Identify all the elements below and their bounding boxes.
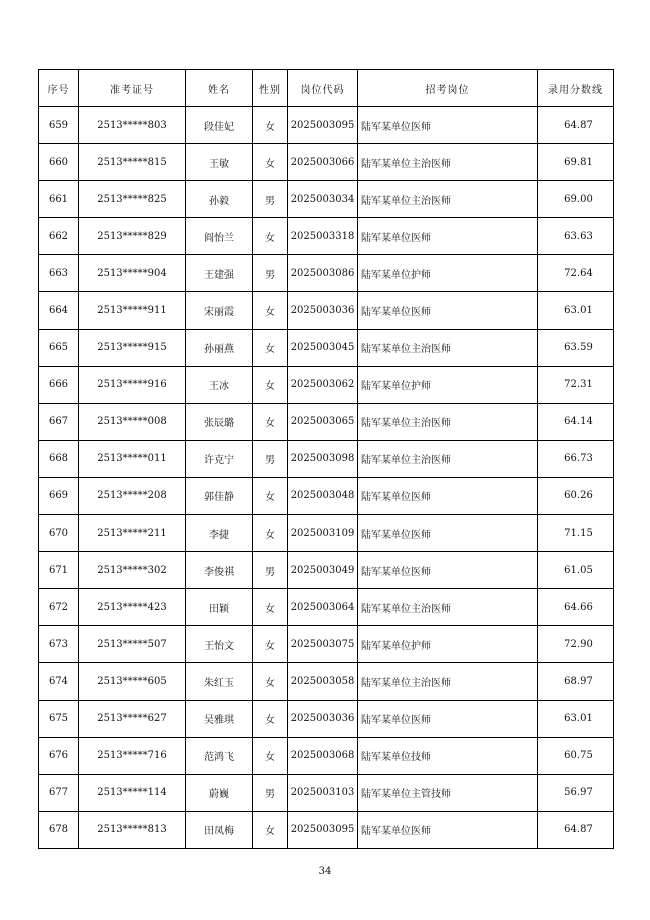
cell-name: 王建强 — [186, 255, 253, 292]
cell-exam-id: 2513*****011 — [79, 440, 186, 477]
cell-score: 63.63 — [538, 218, 614, 255]
cell-position-code: 2025003103 — [288, 774, 358, 811]
cell-position-code: 2025003036 — [288, 292, 358, 329]
cell-score: 63.01 — [538, 700, 614, 737]
cell-serial: 669 — [39, 477, 79, 514]
cell-exam-id: 2513*****627 — [79, 700, 186, 737]
cell-exam-id: 2513*****716 — [79, 737, 186, 774]
cell-gender: 男 — [253, 255, 288, 292]
cell-score: 63.59 — [538, 329, 614, 366]
header-exam-id: 准考证号 — [79, 70, 186, 107]
cell-serial: 664 — [39, 292, 79, 329]
cell-exam-id: 2513*****916 — [79, 366, 186, 403]
table-row — [39, 700, 614, 737]
table-row — [39, 181, 614, 218]
cell-serial: 676 — [39, 737, 79, 774]
cell-position-code: 2025003036 — [288, 700, 358, 737]
cell-serial: 671 — [39, 552, 79, 589]
cell-name: 阎怡兰 — [186, 218, 253, 255]
table-row — [39, 107, 614, 144]
cell-position: 陆军某单位医师 — [358, 515, 538, 552]
cell-score: 72.31 — [538, 366, 614, 403]
cell-gender: 女 — [253, 477, 288, 514]
table-row — [39, 737, 614, 774]
cell-name: 王怡文 — [186, 626, 253, 663]
cell-score: 64.66 — [538, 589, 614, 626]
table-row — [39, 589, 614, 626]
cell-gender: 女 — [253, 700, 288, 737]
cell-gender: 女 — [253, 366, 288, 403]
header-serial: 序号 — [39, 70, 79, 107]
cell-position-code: 2025003318 — [288, 218, 358, 255]
cell-position-code: 2025003068 — [288, 737, 358, 774]
cell-serial: 668 — [39, 440, 79, 477]
cell-score: 63.01 — [538, 292, 614, 329]
cell-position: 陆军某单位主治医师 — [358, 403, 538, 440]
cell-position: 陆军某单位技师 — [358, 737, 538, 774]
cell-exam-id: 2513*****302 — [79, 552, 186, 589]
table-row — [39, 477, 614, 514]
table-row — [39, 255, 614, 292]
table-row — [39, 515, 614, 552]
table-row — [39, 440, 614, 477]
cell-serial: 674 — [39, 663, 79, 700]
cell-name: 蔚巍 — [186, 774, 253, 811]
cell-name: 张辰璐 — [186, 403, 253, 440]
cell-serial: 665 — [39, 329, 79, 366]
cell-score: 66.73 — [538, 440, 614, 477]
cell-name: 吴雅琪 — [186, 700, 253, 737]
cell-serial: 678 — [39, 811, 79, 848]
cell-position-code: 2025003095 — [288, 107, 358, 144]
cell-score: 72.64 — [538, 255, 614, 292]
cell-exam-id: 2513*****904 — [79, 255, 186, 292]
cell-gender: 男 — [253, 181, 288, 218]
page-number: 34 — [318, 866, 332, 877]
cell-score: 64.87 — [538, 107, 614, 144]
cell-position: 陆军某单位医师 — [358, 700, 538, 737]
cell-gender: 女 — [253, 218, 288, 255]
cell-gender: 女 — [253, 329, 288, 366]
cell-serial: 663 — [39, 255, 79, 292]
cell-name: 范鸿飞 — [186, 737, 253, 774]
cell-position: 陆军某单位主管技师 — [358, 774, 538, 811]
table-row — [39, 218, 614, 255]
cell-score: 72.90 — [538, 626, 614, 663]
cell-gender: 女 — [253, 403, 288, 440]
table-row — [39, 552, 614, 589]
cell-position-code: 2025003065 — [288, 403, 358, 440]
cell-exam-id: 2513*****211 — [79, 515, 186, 552]
cell-position: 陆军某单位医师 — [358, 107, 538, 144]
cell-score: 60.75 — [538, 737, 614, 774]
cell-score: 61.05 — [538, 552, 614, 589]
cell-score: 71.15 — [538, 515, 614, 552]
cell-exam-id: 2513*****815 — [79, 144, 186, 181]
cell-position: 陆军某单位主治医师 — [358, 181, 538, 218]
cell-position: 陆军某单位医师 — [358, 292, 538, 329]
cell-position-code: 2025003064 — [288, 589, 358, 626]
cell-position-code: 2025003095 — [288, 811, 358, 848]
cell-name: 王敏 — [186, 144, 253, 181]
cell-exam-id: 2513*****911 — [79, 292, 186, 329]
table-body — [39, 107, 614, 849]
table-row — [39, 144, 614, 181]
cell-gender: 女 — [253, 515, 288, 552]
cell-position-code: 2025003045 — [288, 329, 358, 366]
cell-position-code: 2025003066 — [288, 144, 358, 181]
cell-gender: 女 — [253, 589, 288, 626]
cell-name: 李捷 — [186, 515, 253, 552]
cell-position: 陆军某单位主治医师 — [358, 589, 538, 626]
cell-position-code: 2025003109 — [288, 515, 358, 552]
cell-position-code: 2025003048 — [288, 477, 358, 514]
cell-name: 田凤梅 — [186, 811, 253, 848]
cell-serial: 659 — [39, 107, 79, 144]
cell-position: 陆军某单位主治医师 — [358, 440, 538, 477]
cell-name: 许克宁 — [186, 440, 253, 477]
table-header-row — [39, 70, 614, 107]
cell-exam-id: 2513*****605 — [79, 663, 186, 700]
table-row — [39, 663, 614, 700]
cell-position-code: 2025003098 — [288, 440, 358, 477]
table-row — [39, 626, 614, 663]
cell-gender: 男 — [253, 552, 288, 589]
cell-serial: 673 — [39, 626, 79, 663]
header-score: 录用分数线 — [538, 70, 614, 107]
cell-name: 孙丽燕 — [186, 329, 253, 366]
cell-position: 陆军某单位护师 — [358, 626, 538, 663]
header-gender: 性别 — [253, 70, 288, 107]
cell-score: 64.14 — [538, 403, 614, 440]
cell-name: 孙毅 — [186, 181, 253, 218]
table-row — [39, 366, 614, 403]
cell-name: 李俊祺 — [186, 552, 253, 589]
cell-position-code: 2025003049 — [288, 552, 358, 589]
cell-exam-id: 2513*****208 — [79, 477, 186, 514]
cell-position: 陆军某单位主治医师 — [358, 144, 538, 181]
cell-serial: 667 — [39, 403, 79, 440]
cell-exam-id: 2513*****507 — [79, 626, 186, 663]
cell-score: 64.87 — [538, 811, 614, 848]
cell-gender: 女 — [253, 626, 288, 663]
cell-serial: 675 — [39, 700, 79, 737]
cell-gender: 女 — [253, 292, 288, 329]
cell-serial: 661 — [39, 181, 79, 218]
cell-exam-id: 2513*****423 — [79, 589, 186, 626]
cell-gender: 女 — [253, 811, 288, 848]
cell-position: 陆军某单位护师 — [358, 366, 538, 403]
cell-position: 陆军某单位护师 — [358, 255, 538, 292]
cell-position: 陆军某单位主治医师 — [358, 663, 538, 700]
cell-serial: 670 — [39, 515, 79, 552]
header-position: 招考岗位 — [358, 70, 538, 107]
cell-gender: 女 — [253, 107, 288, 144]
cell-position-code: 2025003058 — [288, 663, 358, 700]
cell-gender: 女 — [253, 144, 288, 181]
cell-score: 69.00 — [538, 181, 614, 218]
cell-score: 68.97 — [538, 663, 614, 700]
table-row — [39, 292, 614, 329]
results-table — [38, 69, 614, 849]
cell-exam-id: 2513*****915 — [79, 329, 186, 366]
cell-position: 陆军某单位医师 — [358, 552, 538, 589]
table-row — [39, 403, 614, 440]
cell-gender: 女 — [253, 737, 288, 774]
cell-position: 陆军某单位医师 — [358, 218, 538, 255]
cell-position: 陆军某单位医师 — [358, 477, 538, 514]
cell-score: 56.97 — [538, 774, 614, 811]
cell-score: 69.81 — [538, 144, 614, 181]
cell-exam-id: 2513*****825 — [79, 181, 186, 218]
cell-position-code: 2025003062 — [288, 366, 358, 403]
header-position-code: 岗位代码 — [288, 70, 358, 107]
table-row — [39, 774, 614, 811]
cell-name: 宋丽霞 — [186, 292, 253, 329]
cell-name: 田颖 — [186, 589, 253, 626]
cell-exam-id: 2513*****008 — [79, 403, 186, 440]
cell-serial: 660 — [39, 144, 79, 181]
cell-position-code: 2025003086 — [288, 255, 358, 292]
cell-score: 60.26 — [538, 477, 614, 514]
cell-exam-id: 2513*****114 — [79, 774, 186, 811]
cell-name: 王冰 — [186, 366, 253, 403]
cell-exam-id: 2513*****813 — [79, 811, 186, 848]
cell-gender: 男 — [253, 774, 288, 811]
cell-name: 郭佳静 — [186, 477, 253, 514]
cell-serial: 672 — [39, 589, 79, 626]
cell-name: 段佳妃 — [186, 107, 253, 144]
cell-position: 陆军某单位主治医师 — [358, 329, 538, 366]
cell-position-code: 2025003075 — [288, 626, 358, 663]
cell-position: 陆军某单位医师 — [358, 811, 538, 848]
cell-exam-id: 2513*****829 — [79, 218, 186, 255]
table-row — [39, 329, 614, 366]
cell-gender: 男 — [253, 440, 288, 477]
cell-exam-id: 2513*****803 — [79, 107, 186, 144]
cell-gender: 女 — [253, 663, 288, 700]
cell-position-code: 2025003034 — [288, 181, 358, 218]
header-name: 姓名 — [186, 70, 253, 107]
cell-serial: 677 — [39, 774, 79, 811]
cell-name: 朱红玉 — [186, 663, 253, 700]
cell-serial: 666 — [39, 366, 79, 403]
table-row — [39, 811, 614, 848]
cell-serial: 662 — [39, 218, 79, 255]
